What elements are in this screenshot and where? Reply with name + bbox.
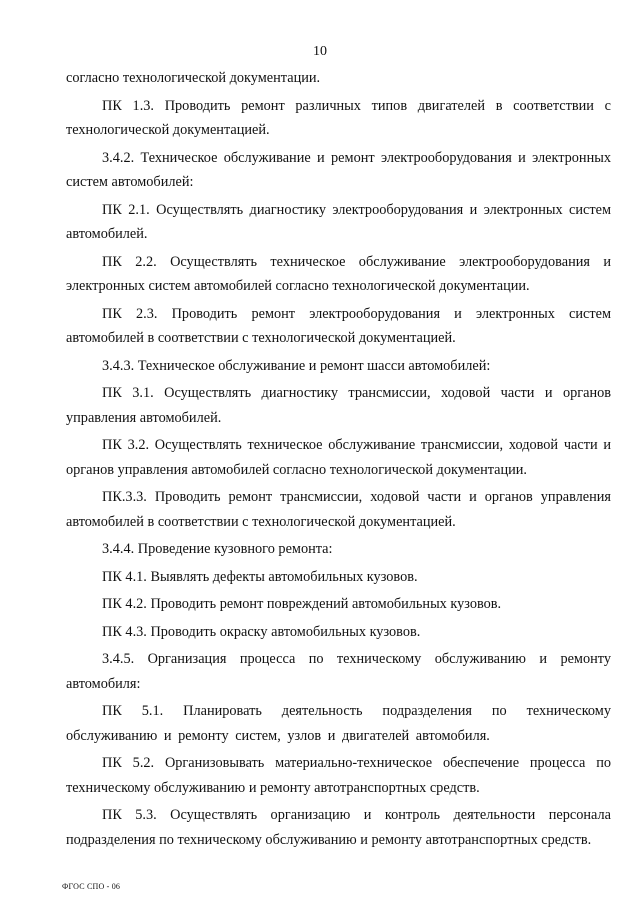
paragraph-pk-5-2: ПК 5.2. Организовывать материально-техническое обеспечение процесса по техническому обслуживанию и ремонту автотранспортных средств. — [66, 755, 611, 796]
footer-label: ФГОС СПО - 06 — [62, 882, 121, 891]
paragraph-pk-1-3: ПК 1.3. Проводить ремонт различных типов двигателей в соответствии с технологической документацией. — [66, 97, 611, 138]
section-3-4-3: 3.4.3. Техническое обслуживание и ремонт шасси автомобилей: — [102, 357, 491, 374]
paragraph-pk-4-2: ПК 4.2. Проводить ремонт повреждений автомобильных кузовов. — [102, 596, 502, 612]
section-3-4-2: 3.4.2. Техническое обслуживание и ремонт электрооборудования и электронных систем автомобилей: — [66, 149, 611, 190]
paragraph-pk-4-3: ПК 4.3. Проводить окраску автомобильных кузовов. — [102, 623, 421, 640]
paragraph-pk-3-3: ПК.3.3. Проводить ремонт трансмиссии, ходовой части и органов управления автомобилей в соответствии с технологической документацией. — [66, 489, 611, 530]
paragraph: согласно технологической документации. — [66, 70, 321, 86]
paragraph-pk-3-2: ПК 3.2. Осуществлять техническое обслуживание трансмиссии, ходовой части и органов управления автомобилей согласно технологической документации. — [66, 437, 611, 478]
paragraph-pk-2-3: ПК 2.3. Проводить ремонт электрооборудования и электронных систем автомобилей в соответствии с технологической документацией. — [66, 305, 611, 346]
page-number: 10 — [313, 44, 327, 59]
paragraph-pk-5-3: ПК 5.3. Осуществлять организацию и контроль деятельности персонала подразделения по техническому обслуживанию и ремонту автотранспортных средств. — [66, 807, 611, 848]
document-body — [66, 66, 611, 855]
paragraph-pk-2-1: ПК 2.1. Осуществлять диагностику электрооборудования и электронных систем автомобилей. — [66, 201, 611, 242]
paragraph-pk-2-2: ПК 2.2. Осуществлять техническое обслуживание электрооборудования и электронных систем автомобилей согласно технологической документации. — [66, 253, 611, 294]
paragraph-pk-4-1: ПК 4.1. Выявлять дефекты автомобильных кузовов. — [102, 568, 418, 585]
section-3-4-4: 3.4.4. Проведение кузовного ремонта: — [102, 541, 333, 557]
section-3-4-5: 3.4.5. Организация процесса по техническому обслуживанию и ремонту автомобиля: — [66, 651, 611, 692]
paragraph-pk-3-1: ПК 3.1. Осуществлять диагностику трансмиссии, ходовой части и органов управления автомобилей. — [66, 385, 611, 426]
paragraph-pk-5-1: ПК 5.1. Планировать деятельность подразделения по техническому обслуживанию и ремонту систем, узлов и двигателей автомобиля. — [66, 703, 611, 744]
